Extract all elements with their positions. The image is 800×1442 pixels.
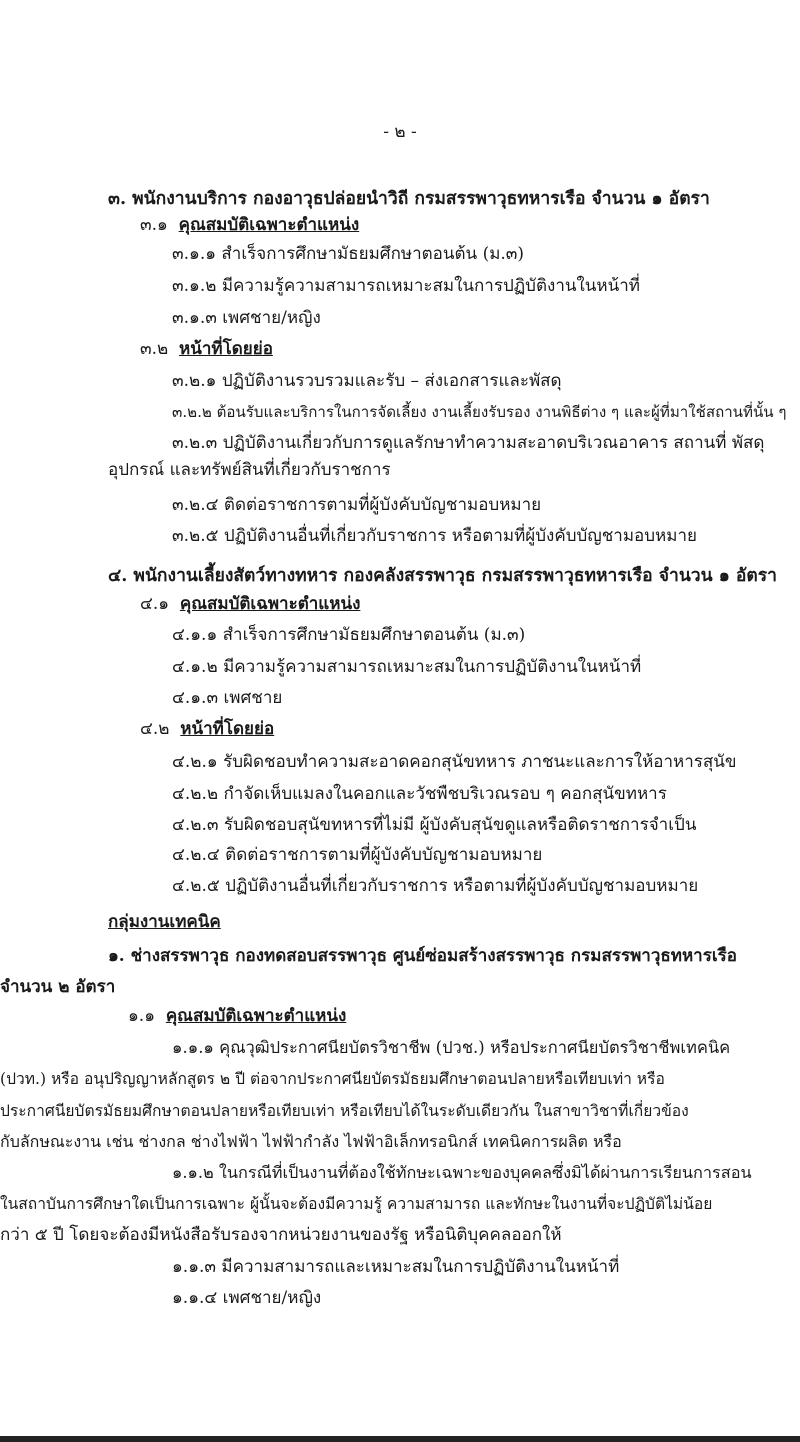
section-3-1-label: คุณสมบัติเฉพาะตำแหน่ง <box>178 215 360 235</box>
section-4-1-heading <box>140 592 360 616</box>
technical-group-heading: กลุ่มงานเทคนิค <box>108 912 221 932</box>
page-number: - ๒ - <box>383 122 417 142</box>
item-1-1-2-line-3: กว่า ๕ ปี โดยจะต้องมีหนังสือรับรองจากหน่วยงานของรัฐ หรือนิติบุคคลออกให้ <box>0 1225 562 1245</box>
item-4-2-5: ๔.๒.๕ ปฏิบัติงานอื่นที่เกี่ยวกับราชการ หรือตามที่ผู้บังคับบัญชามอบหมาย <box>172 876 699 896</box>
item-1-1-1-line-4: กับลักษณะงาน เช่น ช่างกล ช่างไฟฟ้า ไฟฟ้ากำลัง ไฟฟ้าอิเล็กทรอนิกส์ เทคนิคการผลิต หรือ <box>0 1132 622 1151</box>
section-3-title: ๓. พนักงานบริการ กองอาวุธปล่อยนำวิถี กรมสรรพาวุธทหารเรือ จำนวน ๑ อัตรา <box>108 189 710 209</box>
technical-1-1-label: คุณสมบัติเฉพาะตำแหน่ง <box>165 1006 347 1026</box>
bottom-edge-rule <box>0 1436 800 1442</box>
item-4-2-1: ๔.๒.๑ รับผิดชอบทำความสะอาดคอกสุนัขทหาร ภาชนะและการให้อาหารสุนัข <box>172 752 737 772</box>
section-3-1-heading <box>140 213 359 237</box>
item-3-2-3-continued: อุปกรณ์ และทรัพย์สินที่เกี่ยวกับราชการ <box>108 460 391 480</box>
item-4-1-1: ๔.๑.๑ สำเร็จการศึกษามัธยมศึกษาตอนต้น (ม.๓) <box>172 625 526 645</box>
item-4-2-2: ๔.๒.๒ กำจัดเห็บแมลงในคอกและวัชพืชบริเวณรอบ ๆ คอกสุนัขทหาร <box>172 784 667 804</box>
technical-1-title: ๑. ช่างสรรพาวุธ กองทดสอบสรรพาวุธ ศูนย์ซ่อมสร้างสรรพาวุธ กรมสรรพาวุธทหารเรือ <box>108 946 737 966</box>
item-4-2-4: ๔.๒.๔ ติดต่อราชการตามที่ผู้บังคับบัญชามอบหมาย <box>172 845 543 865</box>
section-4-title: ๔. พนักงานเลี้ยงสัตว์ทางทหาร กองคลังสรรพาวุธ กรมสรรพาวุธทหารเรือ จำนวน ๑ อัตรา <box>108 566 777 586</box>
item-4-1-2: ๔.๑.๒ มีความรู้ความสามารถเหมาะสมในการปฏิบัติงานในหน้าที่ <box>172 657 642 677</box>
item-3-2-2: ๓.๒.๒ ต้อนรับและบริการในการจัดเลี้ยง งานเลี้ยงรับรอง งานพิธีต่าง ๆ และผู้ที่มาใช้สถานที่นั้น ๆ <box>172 403 787 421</box>
section-3-2-heading <box>140 337 273 361</box>
technical-1-1-number: ๑.๑ <box>128 1006 155 1026</box>
item-4-2-3: ๔.๒.๓ รับผิดชอบสุนัขทหารที่ไม่มี ผู้บังคับสุนัขดูแลหรือติดราชการจำเป็น <box>172 815 697 835</box>
item-3-2-4: ๓.๒.๔ ติดต่อราชการตามที่ผู้บังคับบัญชามอบหมาย <box>172 495 542 515</box>
technical-1-title-continued: จำนวน ๒ อัตรา <box>0 977 116 997</box>
item-3-1-1: ๓.๑.๑ สำเร็จการศึกษามัธยมศึกษาตอนต้น (ม.๓) <box>172 244 525 264</box>
item-3-1-2: ๓.๑.๒ มีความรู้ความสามารถเหมาะสมในการปฏิบัติงานในหน้าที่ <box>172 276 640 296</box>
item-1-1-1: ๑.๑.๑ คุณวุฒิประกาศนียบัตรวิชาชีพ (ปวช.) หรือประกาศนียบัตรวิชาชีพเทคนิค <box>172 1038 731 1057</box>
item-3-2-1: ๓.๒.๑ ปฏิบัติงานรวบรวมและรับ – ส่งเอกสารและพัสดุ <box>172 371 562 391</box>
section-3-2-number: ๓.๒ <box>140 339 169 359</box>
item-1-1-2: ๑.๑.๒ ในกรณีที่เป็นงานที่ต้องใช้ทักษะเฉพาะของบุคคลซึ่งมิได้ผ่านการเรียนการสอน <box>172 1163 752 1182</box>
section-3-1-number: ๓.๑ <box>140 215 168 235</box>
item-1-1-2-line-2: ในสถาบันการศึกษาใดเป็นการเฉพาะ ผู้นั้นจะต้องมีความรู้ ความสามารถ และทักษะในงานที่จะปฏิบัติไม่น้อย <box>0 1195 713 1213</box>
item-3-2-5: ๓.๒.๕ ปฏิบัติงานอื่นที่เกี่ยวกับราชการ หรือตามที่ผู้บังคับบัญชามอบหมาย <box>172 526 697 546</box>
section-4-1-label: คุณสมบัติเฉพาะตำแหน่ง <box>179 594 361 614</box>
item-3-2-3: ๓.๒.๓ ปฏิบัติงานเกี่ยวกับการดูแลรักษาทำความสะอาดบริเวณอาคาร สถานที่ พัสดุ <box>172 433 765 453</box>
item-1-1-1-line-2: (ปวท.) หรือ อนุปริญญาหลักสูตร ๒ ปี ต่อจากประกาศนียบัตรมัธยมศึกษาตอนปลายหรือเทียบเท่า หรือ <box>0 1070 665 1088</box>
item-3-1-3: ๓.๑.๓ เพศชาย/หญิง <box>172 308 321 328</box>
technical-1-1-heading <box>128 1004 346 1028</box>
section-3-2-label: หน้าที่โดยย่อ <box>179 339 273 359</box>
section-4-2-label: หน้าที่โดยย่อ <box>180 719 275 739</box>
section-4-1-number: ๔.๑ <box>140 594 170 614</box>
item-4-1-3: ๔.๑.๓ เพศชาย <box>172 688 283 708</box>
section-4-2-number: ๔.๒ <box>140 719 170 739</box>
section-4-2-heading <box>140 717 274 741</box>
item-1-1-4: ๑.๑.๔ เพศชาย/หญิง <box>172 1288 322 1308</box>
item-1-1-1-line-3: ประกาศนียบัตรมัธยมศึกษาตอนปลายหรือเทียบเท่า หรือเทียบได้ในระดับเดียวกัน ในสาขาวิชาที่เกี่ยวข้อง <box>0 1102 689 1120</box>
item-1-1-3: ๑.๑.๓ มีความสามารถและเหมาะสมในการปฏิบัติงานในหน้าที่ <box>172 1257 620 1277</box>
